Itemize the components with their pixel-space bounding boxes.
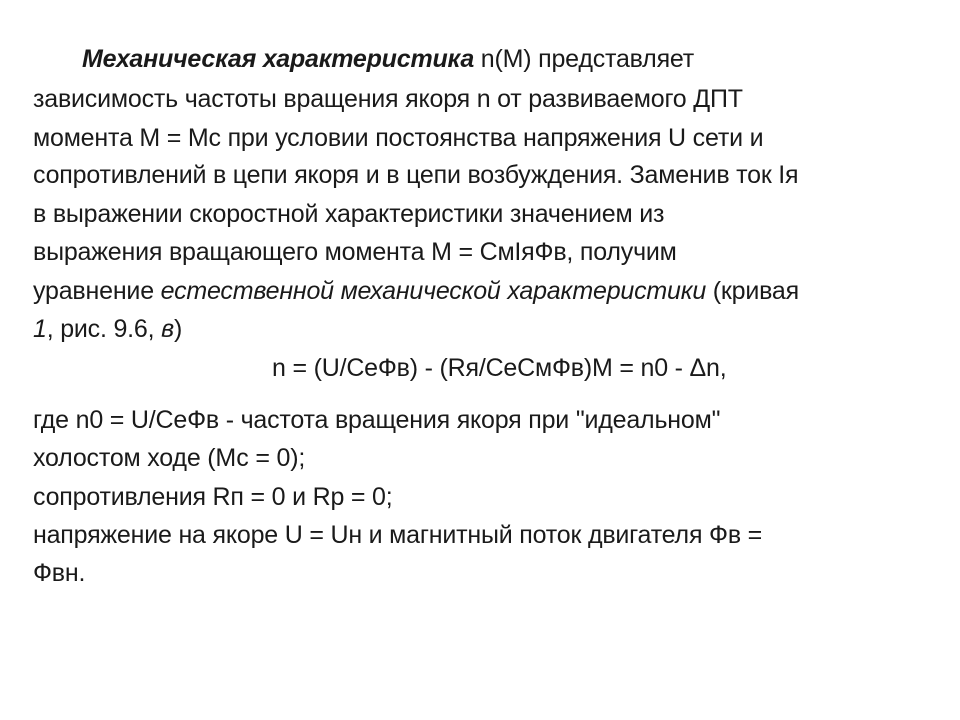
paragraph1-line4: сопротивлений в цепи якоря и в цепи возбуждения. Заменив ток Iя — [33, 161, 799, 189]
paragraph1-line7-post: (кривая — [706, 277, 799, 305]
term-natural-mechanical-characteristic: естественной механической характеристики — [160, 277, 707, 305]
paragraph1-line1-rest: n(M) представляет — [474, 45, 695, 73]
term-mechanical-characteristic: Механическая характеристика — [82, 45, 475, 73]
paragraph1-line1 — [82, 44, 694, 74]
paragraph2-line3: сопротивления Rп = 0 и Rр = 0; — [33, 483, 393, 511]
paragraph2-line5: Фвн. — [33, 559, 86, 587]
paragraph1-line3: момента М = Mc при условии постоянства напряжения U сети и — [33, 124, 764, 152]
paragraph1-line2: зависимость частоты вращения якоря n от развиваемого ДПТ — [33, 85, 743, 113]
paragraph2-line1: где n0 = U/СеФв - частота вращения якоря при "идеальном" — [33, 406, 721, 434]
paragraph2-line4: напряжение на якоре U = Uн и магнитный поток двигателя Фв = — [33, 521, 763, 549]
curve-number: 1 — [33, 315, 47, 343]
figure-letter: в — [161, 315, 174, 343]
paragraph2-line2: холостом ходе (Мс = 0); — [33, 444, 306, 472]
paragraph1-line7 — [33, 276, 799, 306]
paragraph1-line7-pre: уравнение — [33, 277, 161, 305]
paragraph1-line8-post: ) — [173, 315, 183, 343]
paragraph1-line6: выражения вращающего момента М = СмIяФв, получим — [33, 238, 677, 266]
paragraph1-line8 — [33, 314, 182, 344]
paragraph1-line5: в выражении скоростной характеристики значением из — [33, 200, 665, 228]
figure-reference: , рис. 9.6, — [46, 315, 162, 343]
formula: n = (U/СеФв) - (Rя/СеСмФв)M = n0 - Δn, — [272, 354, 727, 382]
